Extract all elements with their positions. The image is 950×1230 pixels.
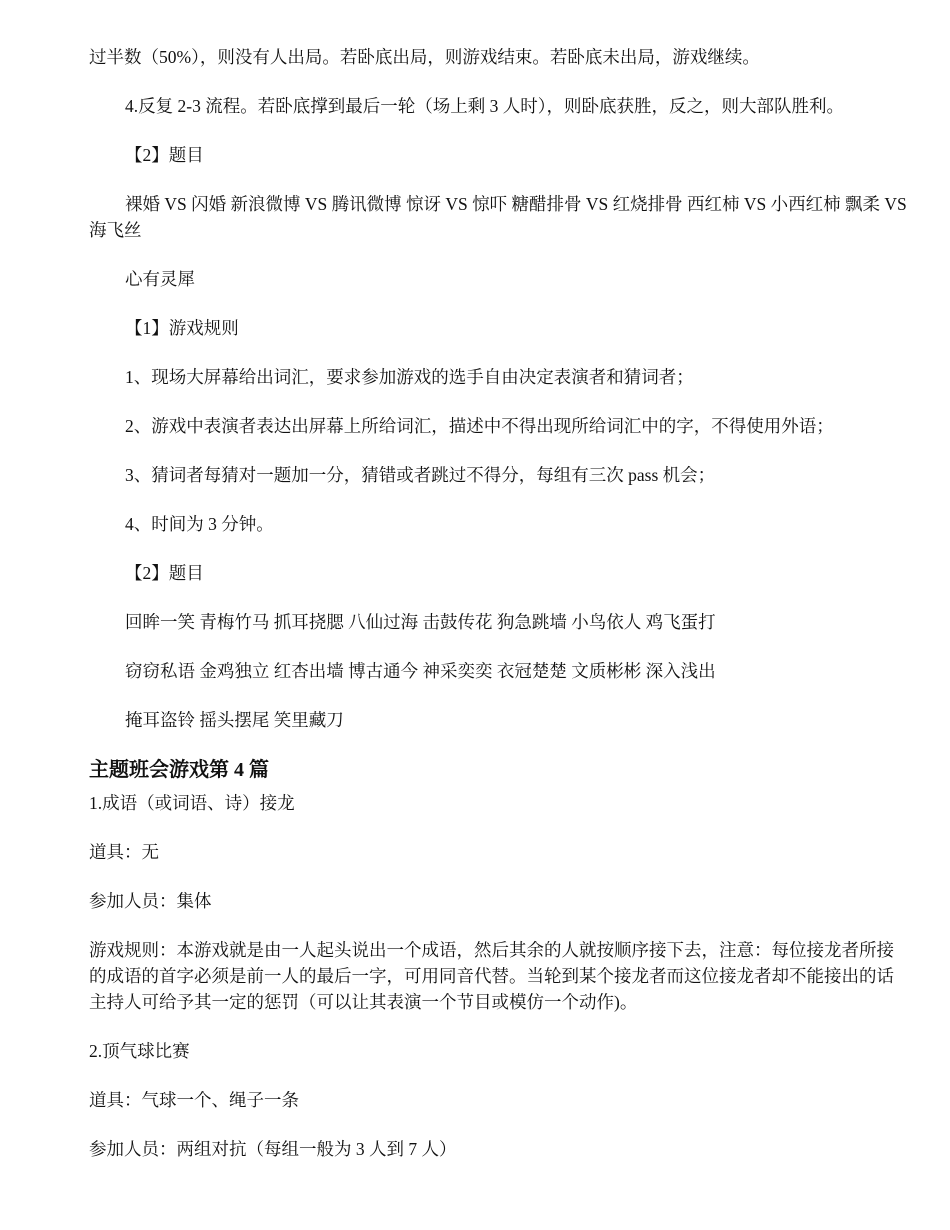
paragraph-repeat-process: 4.反复 2-3 流程。若卧底撑到最后一轮（场上剩 3 人时），则卧底获胜，反之，则大部队胜利。 — [125, 96, 844, 116]
subheading-topics-2: 【2】题目 — [125, 563, 204, 583]
participants-line-2: 参加人员：两组对抗（每组一般为 3 人到 7 人） — [89, 1139, 457, 1159]
section-heading: 主题班会游戏第 4 篇 — [89, 759, 269, 781]
paragraph-word-pairs: 裸婚 VS 闪婚 新浪微博 VS 腾讯微博 惊讶 VS 惊吓 糖醋排骨 VS 红烧排骨 西红柿 VS 小西红柿 飘柔 VS 海飞丝 — [89, 194, 907, 240]
rule-item-3: 3、猜词者每猜对一题加一分，猜错或者跳过不得分，每组有三次 pass 机会； — [125, 465, 716, 485]
rule-item-4: 4、时间为 3 分钟。 — [125, 514, 274, 534]
game-title-idiom-chain: 1.成语（或词语、诗）接龙 — [89, 793, 295, 813]
game-rules-paragraph: 游戏规则：本游戏就是由一人起头说出一个成语，然后其余的人就按顺序接下去，注意：每位接龙者所接的成语的首字必须是前一人的最后一字，可用同音代替。当轮到某个接龙者而这位接龙者却不能接出的话主持人可给予其一定的惩罚（可以让其表演一个节目或模仿一个动作)。 — [89, 940, 894, 1012]
props-line-1: 道具：无 — [89, 842, 159, 862]
subheading-topics-1: 【2】题目 — [125, 145, 204, 165]
rule-item-1: 1、现场大屏幕给出词汇，要求参加游戏的选手自由决定表演者和猜词者； — [125, 367, 694, 387]
idiom-list-line-3: 掩耳盗铃 摇头摆尾 笑里藏刀 — [125, 710, 344, 730]
paragraph-majority-rule: 过半数（50%），则没有人出局。若卧底出局，则游戏结束。若卧底未出局，游戏继续。 — [89, 47, 760, 67]
idiom-list-line-1: 回眸一笑 青梅竹马 抓耳挠腮 八仙过海 击鼓传花 狗急跳墙 小鸟依人 鸡飞蛋打 — [125, 612, 716, 632]
document-body — [89, 44, 907, 1185]
idiom-list-line-2: 窃窃私语 金鸡独立 红杏出墙 博古通今 神采奕奕 衣冠楚楚 文质彬彬 深入浅出 — [125, 661, 716, 681]
game-title-balloon: 2.顶气球比赛 — [89, 1041, 190, 1061]
subheading-game-rules: 【1】游戏规则 — [125, 318, 239, 338]
participants-line-1: 参加人员：集体 — [89, 891, 212, 911]
rule-item-2: 2、游戏中表演者表达出屏幕上所给词汇，描述中不得出现所给词汇中的字，不得使用外语； — [125, 416, 834, 436]
props-line-2: 道具：气球一个、绳子一条 — [89, 1090, 299, 1110]
game-title-xinyoulingxi: 心有灵犀 — [125, 269, 195, 289]
